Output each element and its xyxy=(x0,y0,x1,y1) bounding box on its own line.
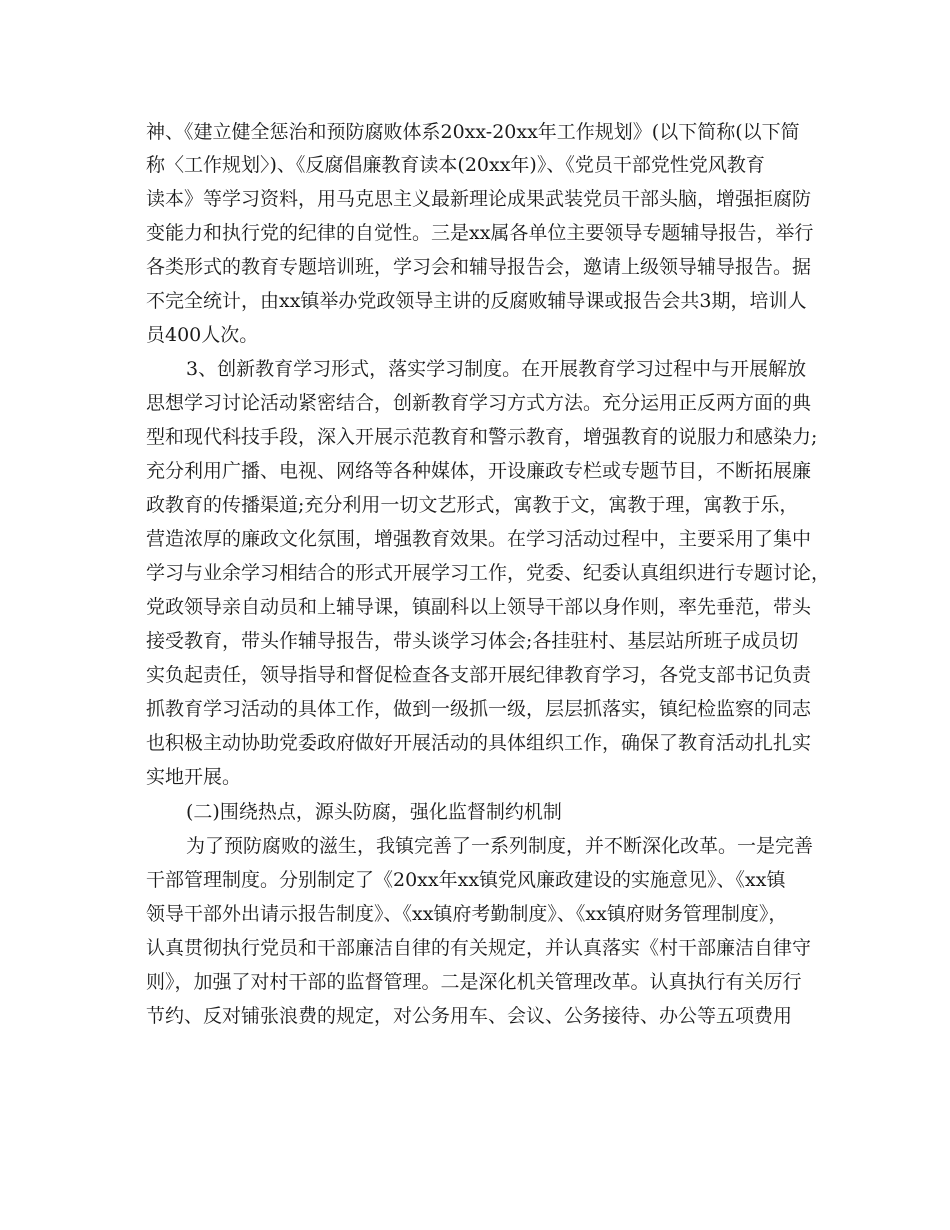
text-line: 称〈工作规划〉)、《反腐倡廉教育读本(20xx年)》、《党员干部党性党风教育 xyxy=(146,154,765,176)
text-line: 员400人次。 xyxy=(146,324,259,346)
text-line: 党政领导亲自动员和上辅导课，镇副科以上领导干部以身作则，率先垂范，带头 xyxy=(146,596,812,618)
text-line: 接受教育，带头作辅导报告，带头谈学习体会;各挂驻村、基层站所班子成员切 xyxy=(146,630,799,652)
text-line: 实地开展。 xyxy=(146,766,242,788)
text-line: 思想学习讨论活动紧密结合，创新教育学习方式方法。充分运用正反两方面的典 xyxy=(146,392,812,414)
text-line: 型和现代科技手段，深入开展示范教育和警示教育，增强教育的说服力和感染力; xyxy=(146,426,818,448)
text-line: 充分利用广播、电视、网络等各种媒体，开设廉政专栏或专题节目，不断拓展廉 xyxy=(146,460,812,482)
text-line: 各类形式的教育专题培训班，学习会和辅导报告会，邀请上级领导辅导报告。据 xyxy=(146,256,812,278)
text-line: 干部管理制度。分别制定了《20xx年xx镇党风廉政建设的实施意见》、《xx镇 xyxy=(146,869,786,891)
paragraph-first-line: 3、创新教育学习形式，落实学习制度。在开展教育学习过程中与开展解放 xyxy=(186,358,807,380)
text-line: 政教育的传播渠道;充分利用一切文艺形式，寓教于文，寓教于理，寓教于乐， xyxy=(146,494,799,516)
text-line: 实负起责任，领导指导和督促检查各支部开展纪律教育学习，各党支部书记负责 xyxy=(146,664,812,686)
section-heading: (二)围绕热点，源头防腐，强化监督制约机制 xyxy=(186,801,562,823)
paragraph-first-line: 为了预防腐败的滋生，我镇完善了一系列制度，并不断深化改革。一是完善 xyxy=(186,835,814,857)
text-line: 抓教育学习活动的具体工作，做到一级抓一级，层层抓落实，镇纪检监察的同志 xyxy=(146,698,812,720)
text-line: 节约、反对铺张浪费的规定，对公务用车、会议、公务接待、办公等五项费用 xyxy=(146,1005,793,1027)
text-line: 则》，加强了对村干部的监督管理。二是深化机关管理改革。认真执行有关厉行 xyxy=(146,971,802,993)
text-line: 读本》等学习资料，用马克思主义最新理论成果武装党员干部头脑，增强拒腐防 xyxy=(146,188,812,210)
text-line: 变能力和执行党的纪律的自觉性。三是xx属各单位主要领导专题辅导报告，举行 xyxy=(146,222,814,244)
text-line: 学习与业余学习相结合的形式开展学习工作，党委、纪委认真组织进行专题讨论， xyxy=(146,562,831,584)
text-line: 也积极主动协助党委政府做好开展活动的具体组织工作，确保了教育活动扎扎实 xyxy=(146,732,812,754)
text-line: 不完全统计，由xx镇举办党政领导主讲的反腐败辅导课或报告会共3期，培训人 xyxy=(146,290,807,312)
text-line: 营造浓厚的廉政文化氛围，增强教育效果。在学习活动过程中，主要采用了集中 xyxy=(146,528,812,550)
text-line: 认真贯彻执行党员和干部廉洁自律的有关规定，并认真落实《村干部廉洁自律守 xyxy=(146,937,812,959)
text-line: 神、《建立健全惩治和预防腐败体系20xx-20xx年工作规划》(以下简称(以下简 xyxy=(146,121,800,143)
text-line: 领导干部外出请示报告制度》、《xx镇府考勤制度》、《xx镇府财务管理制度》， xyxy=(146,903,788,925)
